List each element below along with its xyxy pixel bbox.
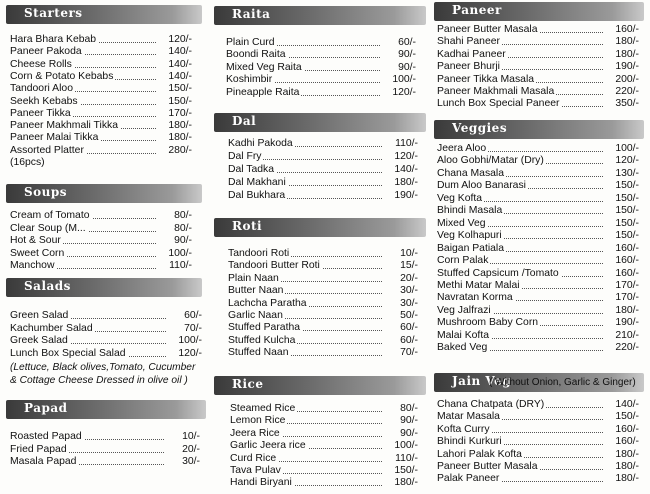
menu-item-price: 30/- [182, 456, 200, 467]
menu-item [10, 71, 192, 83]
section-banner-paneer [434, 2, 644, 21]
menu-item-name: Butter Naan [228, 285, 284, 297]
menu-item-price: 150/- [615, 205, 639, 217]
menu-item [437, 280, 639, 292]
menu-item [437, 255, 639, 267]
menu-item-price: 180/- [615, 48, 639, 60]
menu-item-name: Chana Chatpata (DRY) [437, 399, 545, 410]
menu-item-price: 280/- [168, 144, 192, 156]
menu-item [10, 34, 192, 46]
menu-item [437, 342, 639, 354]
menu-item-name: Chana Masala [437, 167, 505, 179]
menu-item-name: Kofta Curry [437, 423, 490, 435]
menu-item-price: 100/- [178, 335, 202, 347]
menu-item-price: 80/- [174, 210, 192, 221]
section-banner-salads [6, 278, 202, 297]
menu-item-price: 180/- [615, 36, 639, 48]
menu-item-price: 170/- [168, 107, 192, 119]
menu-item-name: Bhindi Masala [437, 205, 503, 217]
menu-item [10, 235, 192, 247]
menu-item-name: Kadhai Paneer [437, 48, 506, 60]
menu-item [10, 310, 202, 322]
menu-item-name: Curd Rice [230, 452, 277, 464]
menu-item [226, 62, 416, 74]
menu-item [226, 87, 416, 99]
menu-item-name: Dal Makhani [228, 177, 286, 188]
menu-item-price: 140/- [168, 70, 192, 82]
menu-item-price: 100/- [615, 143, 639, 154]
menu-item-name: Bhindi Kurkuri [437, 436, 502, 448]
menu-item [226, 37, 416, 49]
menu-item [228, 347, 418, 359]
menu-item-name: Roasted Papad [10, 431, 82, 442]
menu-item-name: Clear Soup (M... [10, 222, 86, 234]
menu-item-price: 170/- [615, 279, 639, 291]
menu-item-price: 140/- [168, 46, 192, 58]
menu-item [437, 49, 639, 61]
menu-item-name: Shahi Paneer [437, 36, 500, 48]
menu-item-price: 150/- [615, 217, 639, 229]
section-banner-jain-veg [434, 373, 644, 392]
menu-item [437, 330, 639, 342]
menu-item [10, 157, 192, 169]
menu-item [437, 317, 639, 329]
menu-item-price: 200/- [615, 73, 639, 85]
menu-item-price: 60/- [398, 37, 416, 48]
menu-item-name: Corn Palak [437, 255, 489, 267]
menu-item-name: Handi Biryani [230, 477, 292, 489]
section-title-jain-veg: Jain Veg [452, 374, 512, 388]
menu-item [10, 83, 192, 95]
menu-item-name: Seekh Kebabs [10, 95, 78, 107]
menu-item-name: Paneer Bhurji [437, 61, 500, 73]
section-title-salads: Salads [24, 279, 71, 293]
menu-item-price: 120/- [392, 86, 416, 98]
section-title-soups: Soups [24, 185, 68, 199]
menu-item-name: Baked Veg [437, 342, 488, 354]
menu-item-price: 15/- [400, 260, 418, 272]
menu-item [228, 151, 418, 163]
menu-item [437, 399, 639, 411]
menu-item [230, 415, 418, 427]
menu-item-name: Green Salad [10, 310, 69, 321]
section-title-roti: Roti [232, 219, 263, 233]
menu-item-price: 80/- [400, 403, 418, 414]
menu-item [10, 348, 202, 360]
menu-item [228, 177, 418, 189]
menu-item [437, 292, 639, 304]
menu-item-price: 220/- [615, 342, 639, 354]
menu-item-name: Pineapple Raita [226, 86, 300, 98]
menu-item [437, 449, 639, 461]
menu-item [226, 49, 416, 61]
menu-item-name: Manchow [10, 260, 55, 271]
menu-item-name: Lunch Box Special Paneer [437, 98, 560, 110]
menu-item-name: Paneer Makhmali Masala [437, 86, 555, 97]
section-banner-starters [6, 5, 202, 24]
menu-item [10, 456, 200, 468]
menu-item-name: Lemon Rice [230, 415, 286, 427]
menu-item-name: (16pcs) [10, 157, 45, 168]
menu-item [230, 465, 418, 477]
menu-item-name: Paneer Pakoda [10, 46, 82, 58]
menu-item-price: 20/- [400, 272, 418, 284]
menu-item-price: 130/- [615, 167, 639, 179]
menu-item [10, 108, 192, 120]
menu-item-price: 90/- [398, 61, 416, 73]
menu-item [228, 248, 418, 260]
menu-item-name: Kadhi Pakoda [228, 138, 293, 149]
section-banner-rice [214, 376, 426, 395]
menu-item-price: 150/- [168, 95, 192, 107]
menu-item-name: Greek Salad [10, 335, 68, 347]
menu-item-price: 180/- [168, 120, 192, 132]
menu-item-price: 30/- [400, 297, 418, 309]
menu-item-price: 50/- [400, 310, 418, 321]
menu-item-price: 70/- [400, 347, 418, 359]
section-title-raita: Raita [232, 7, 271, 21]
menu-item-name: Hot & Sour [10, 235, 61, 246]
menu-item [437, 461, 639, 473]
menu-item [10, 210, 192, 222]
menu-item-price: 90/- [174, 235, 192, 246]
section-banner-dal [214, 113, 426, 132]
menu-item [228, 190, 418, 202]
menu-item [228, 164, 418, 176]
menu-item [230, 403, 418, 415]
menu-item-price: 110/- [395, 452, 418, 464]
section-subtitle-jain-veg: ( Without Onion, Garlic & Ginger) [489, 377, 636, 388]
section-banner-veggies [434, 120, 644, 139]
menu-item-price: 180/- [615, 448, 639, 460]
menu-item-price: 180/- [394, 477, 418, 489]
menu-item-name: Veg Kofta [437, 192, 483, 204]
menu-item-price: 90/- [400, 427, 418, 439]
menu-item [437, 36, 639, 48]
menu-item-name: Stuffed Capsicum /Tomato [437, 267, 559, 279]
menu-item-price: 150/- [615, 230, 639, 242]
menu-item-name: Lahori Palak Kofta [437, 448, 522, 460]
menu-item-name: Methi Matar Malai [437, 279, 520, 291]
menu-item [228, 310, 418, 322]
menu-item [230, 477, 418, 489]
menu-item-price: 150/- [394, 465, 418, 476]
menu-item [10, 444, 200, 456]
menu-item-name: Koshimbir [226, 74, 273, 86]
menu-item-name: Malai Kofta [437, 329, 489, 341]
menu-item-price: 160/- [615, 24, 639, 35]
menu-item [437, 268, 639, 280]
menu-item-name: Garlic Naan [228, 310, 283, 321]
menu-item [228, 273, 418, 285]
menu-item [437, 180, 639, 192]
menu-item-price: 60/- [184, 310, 202, 321]
menu-item-name: Baigan Patiala [437, 242, 505, 254]
menu-item-name: Corn & Potato Kebabs [10, 70, 114, 82]
menu-item [437, 98, 639, 110]
menu-item-name: Palak Paneer [437, 473, 500, 485]
menu-item-name: Plain Curd [226, 37, 275, 48]
menu-item [10, 132, 192, 144]
menu-item [437, 168, 639, 180]
menu-item-price: 140/- [615, 399, 639, 410]
menu-item [10, 120, 192, 132]
menu-item-price: 20/- [182, 443, 200, 455]
menu-item-price: 190/- [615, 61, 639, 73]
menu-item-name: Mixed Veg [437, 217, 486, 229]
menu-item-name: Tandoori Butter Roti [228, 260, 320, 272]
menu-item [437, 74, 639, 86]
menu-item [226, 74, 416, 86]
menu-item [437, 243, 639, 255]
menu-item-name: Kachumber Salad [10, 322, 93, 334]
menu-item-price: 160/- [615, 242, 639, 254]
section-title-paneer: Paneer [452, 3, 502, 17]
menu-item-price: 190/- [615, 317, 639, 329]
menu-item-price: 60/- [400, 322, 418, 334]
menu-item-name: Fried Papad [10, 443, 67, 455]
menu-item-price: 100/- [394, 440, 418, 452]
menu-item-price: 100/- [392, 74, 416, 86]
menu-item [437, 193, 639, 205]
menu-item-name: Paneer Butter Masala [437, 461, 538, 472]
menu-item [437, 155, 639, 167]
menu-item-price: 350/- [615, 98, 639, 110]
menu-item [437, 230, 639, 242]
menu-item-price: 140/- [394, 164, 418, 175]
menu-item-price: 120/- [168, 34, 192, 45]
menu-item-name: Steamed Rice [230, 403, 296, 414]
menu-item-price: 90/- [398, 49, 416, 61]
menu-item [10, 223, 192, 235]
menu-item-price: 120/- [615, 155, 639, 167]
menu-item-price: 180/- [615, 304, 639, 316]
menu-item-price: 80/- [174, 222, 192, 234]
menu-item-name: Matar Masala [437, 411, 500, 423]
menu-item-price: 10/- [182, 431, 200, 442]
menu-item [437, 305, 639, 317]
menu-item [437, 143, 639, 155]
menu-item-price: 210/- [615, 329, 639, 341]
salad-note-line-1: (Lettuce, Black olives,Tomato, Cucumber [10, 362, 196, 373]
menu-item-name: Stuffed Kulcha [228, 334, 296, 346]
section-banner-papad [6, 400, 206, 419]
menu-item [228, 285, 418, 297]
menu-item [230, 440, 418, 452]
menu-item-price: 150/- [615, 411, 639, 423]
menu-item [228, 335, 418, 347]
menu-item-price: 180/- [615, 473, 639, 485]
menu-item [10, 260, 192, 272]
menu-item [228, 298, 418, 310]
menu-item-price: 10/- [400, 248, 418, 259]
menu-item-name: Hara Bhara Kebab [10, 34, 97, 45]
menu-item [10, 335, 202, 347]
menu-item-name: Navratan Korma [437, 292, 513, 304]
menu-item-name: Mixed Veg Raita [226, 61, 302, 73]
menu-item [437, 205, 639, 217]
menu-item-price: 160/- [615, 436, 639, 448]
menu-item-name: Jeera Rice [230, 427, 280, 439]
menu-item-name: Dal Tadka [228, 164, 275, 175]
menu-item-name: Assorted Platter [10, 144, 84, 156]
menu-item-name: Veg Kolhapuri [437, 230, 502, 242]
salad-note-line-2: & Cottage Cheese Dressed in olive oil ) [10, 375, 188, 386]
menu-item-price: 110/- [395, 138, 418, 149]
menu-item-name: Paneer Tikka Masala [437, 73, 535, 85]
menu-item-price: 160/- [615, 267, 639, 279]
section-title-papad: Papad [24, 401, 68, 415]
menu-item-price: 150/- [615, 192, 639, 204]
menu-item-name: Dal Bukhara [228, 190, 286, 201]
menu-item-name: Cheese Rolls [10, 58, 72, 70]
menu-item [10, 248, 192, 260]
menu-item-name: Lachcha Paratha [228, 297, 307, 309]
menu-item-name: Cream of Tomato [10, 210, 90, 221]
menu-item-name: Stuffed Naan [228, 347, 289, 359]
menu-item [10, 46, 192, 58]
menu-item-name: Tandoori Aloo [10, 83, 73, 95]
menu-item-price: 170/- [615, 292, 639, 304]
section-title-rice: Rice [232, 377, 264, 391]
menu-item-name: Garlic Jeera rice [230, 440, 306, 452]
menu-item-name: Masala Papad [10, 456, 77, 467]
menu-item-price: 110/- [169, 260, 192, 271]
menu-item [437, 218, 639, 230]
menu-item [437, 424, 639, 436]
menu-item [437, 86, 639, 98]
menu-item [228, 322, 418, 334]
menu-item [230, 453, 418, 465]
menu-item-price: 160/- [615, 255, 639, 267]
menu-item-price: 60/- [400, 334, 418, 346]
menu-item-name: Tandoori Roti [228, 248, 290, 259]
menu-item-price: 160/- [615, 423, 639, 435]
menu-item [437, 436, 639, 448]
menu-item-price: 220/- [615, 86, 639, 97]
menu-item-name: Aloo Gobhi/Matar (Dry) [437, 155, 544, 167]
menu-item-price: 190/- [394, 190, 418, 201]
section-title-veggies: Veggies [452, 121, 508, 135]
menu-item-name: Sweet Corn [10, 247, 65, 259]
menu-item [437, 61, 639, 73]
menu-item-price: 150/- [168, 83, 192, 95]
section-title-starters: Starters [24, 6, 83, 20]
menu-item-name: Paneer Makhmali Tikka [10, 120, 118, 132]
menu-item-price: 180/- [394, 177, 418, 188]
menu-item-price: 120/- [178, 347, 202, 359]
menu-item-name: Dum Aloo Banarasi [437, 180, 526, 192]
menu-item [10, 96, 192, 108]
menu-item [437, 411, 639, 423]
menu-item-name: Stuffed Paratha [228, 322, 301, 334]
menu-item [10, 323, 202, 335]
menu-item [10, 59, 192, 71]
menu-item-name: Tava Pulav [230, 465, 281, 476]
menu-item-name: Plain Naan [228, 272, 279, 284]
menu-item [10, 431, 200, 443]
menu-item-name: Paneer Tikka [10, 107, 71, 119]
menu-item [437, 473, 639, 485]
menu-item-name: Lunch Box Special Salad [10, 347, 126, 359]
section-banner-soups [6, 184, 202, 203]
menu-item [10, 145, 192, 157]
menu-item [228, 260, 418, 272]
menu-item-name: Boondi Raita [226, 49, 286, 61]
menu-item-name: Mushroom Baby Corn [437, 317, 539, 329]
menu-item-name: Paneer Malai Tikka [10, 132, 99, 144]
menu-item [230, 428, 418, 440]
menu-item-price: 100/- [168, 247, 192, 259]
section-banner-raita [214, 6, 426, 25]
section-banner-roti [214, 218, 426, 237]
menu-item-price: 90/- [400, 415, 418, 427]
menu-item [437, 24, 639, 36]
menu-item-price: 140/- [168, 58, 192, 70]
menu-item-name: Veg Jalfrazi [437, 304, 491, 316]
menu-item-name: Paneer Butter Masala [437, 24, 538, 35]
menu-item-price: 30/- [400, 285, 418, 297]
menu-item-price: 180/- [615, 461, 639, 472]
menu-item [228, 138, 418, 150]
menu-item-name: Jeera Aloo [437, 143, 487, 154]
menu-item-price: 120/- [394, 151, 418, 162]
menu-item-price: 180/- [168, 132, 192, 144]
menu-item-price: 70/- [184, 322, 202, 334]
section-title-dal: Dal [232, 114, 257, 128]
menu-item-price: 150/- [615, 180, 639, 192]
menu-item-name: Dal Fry [228, 151, 262, 162]
